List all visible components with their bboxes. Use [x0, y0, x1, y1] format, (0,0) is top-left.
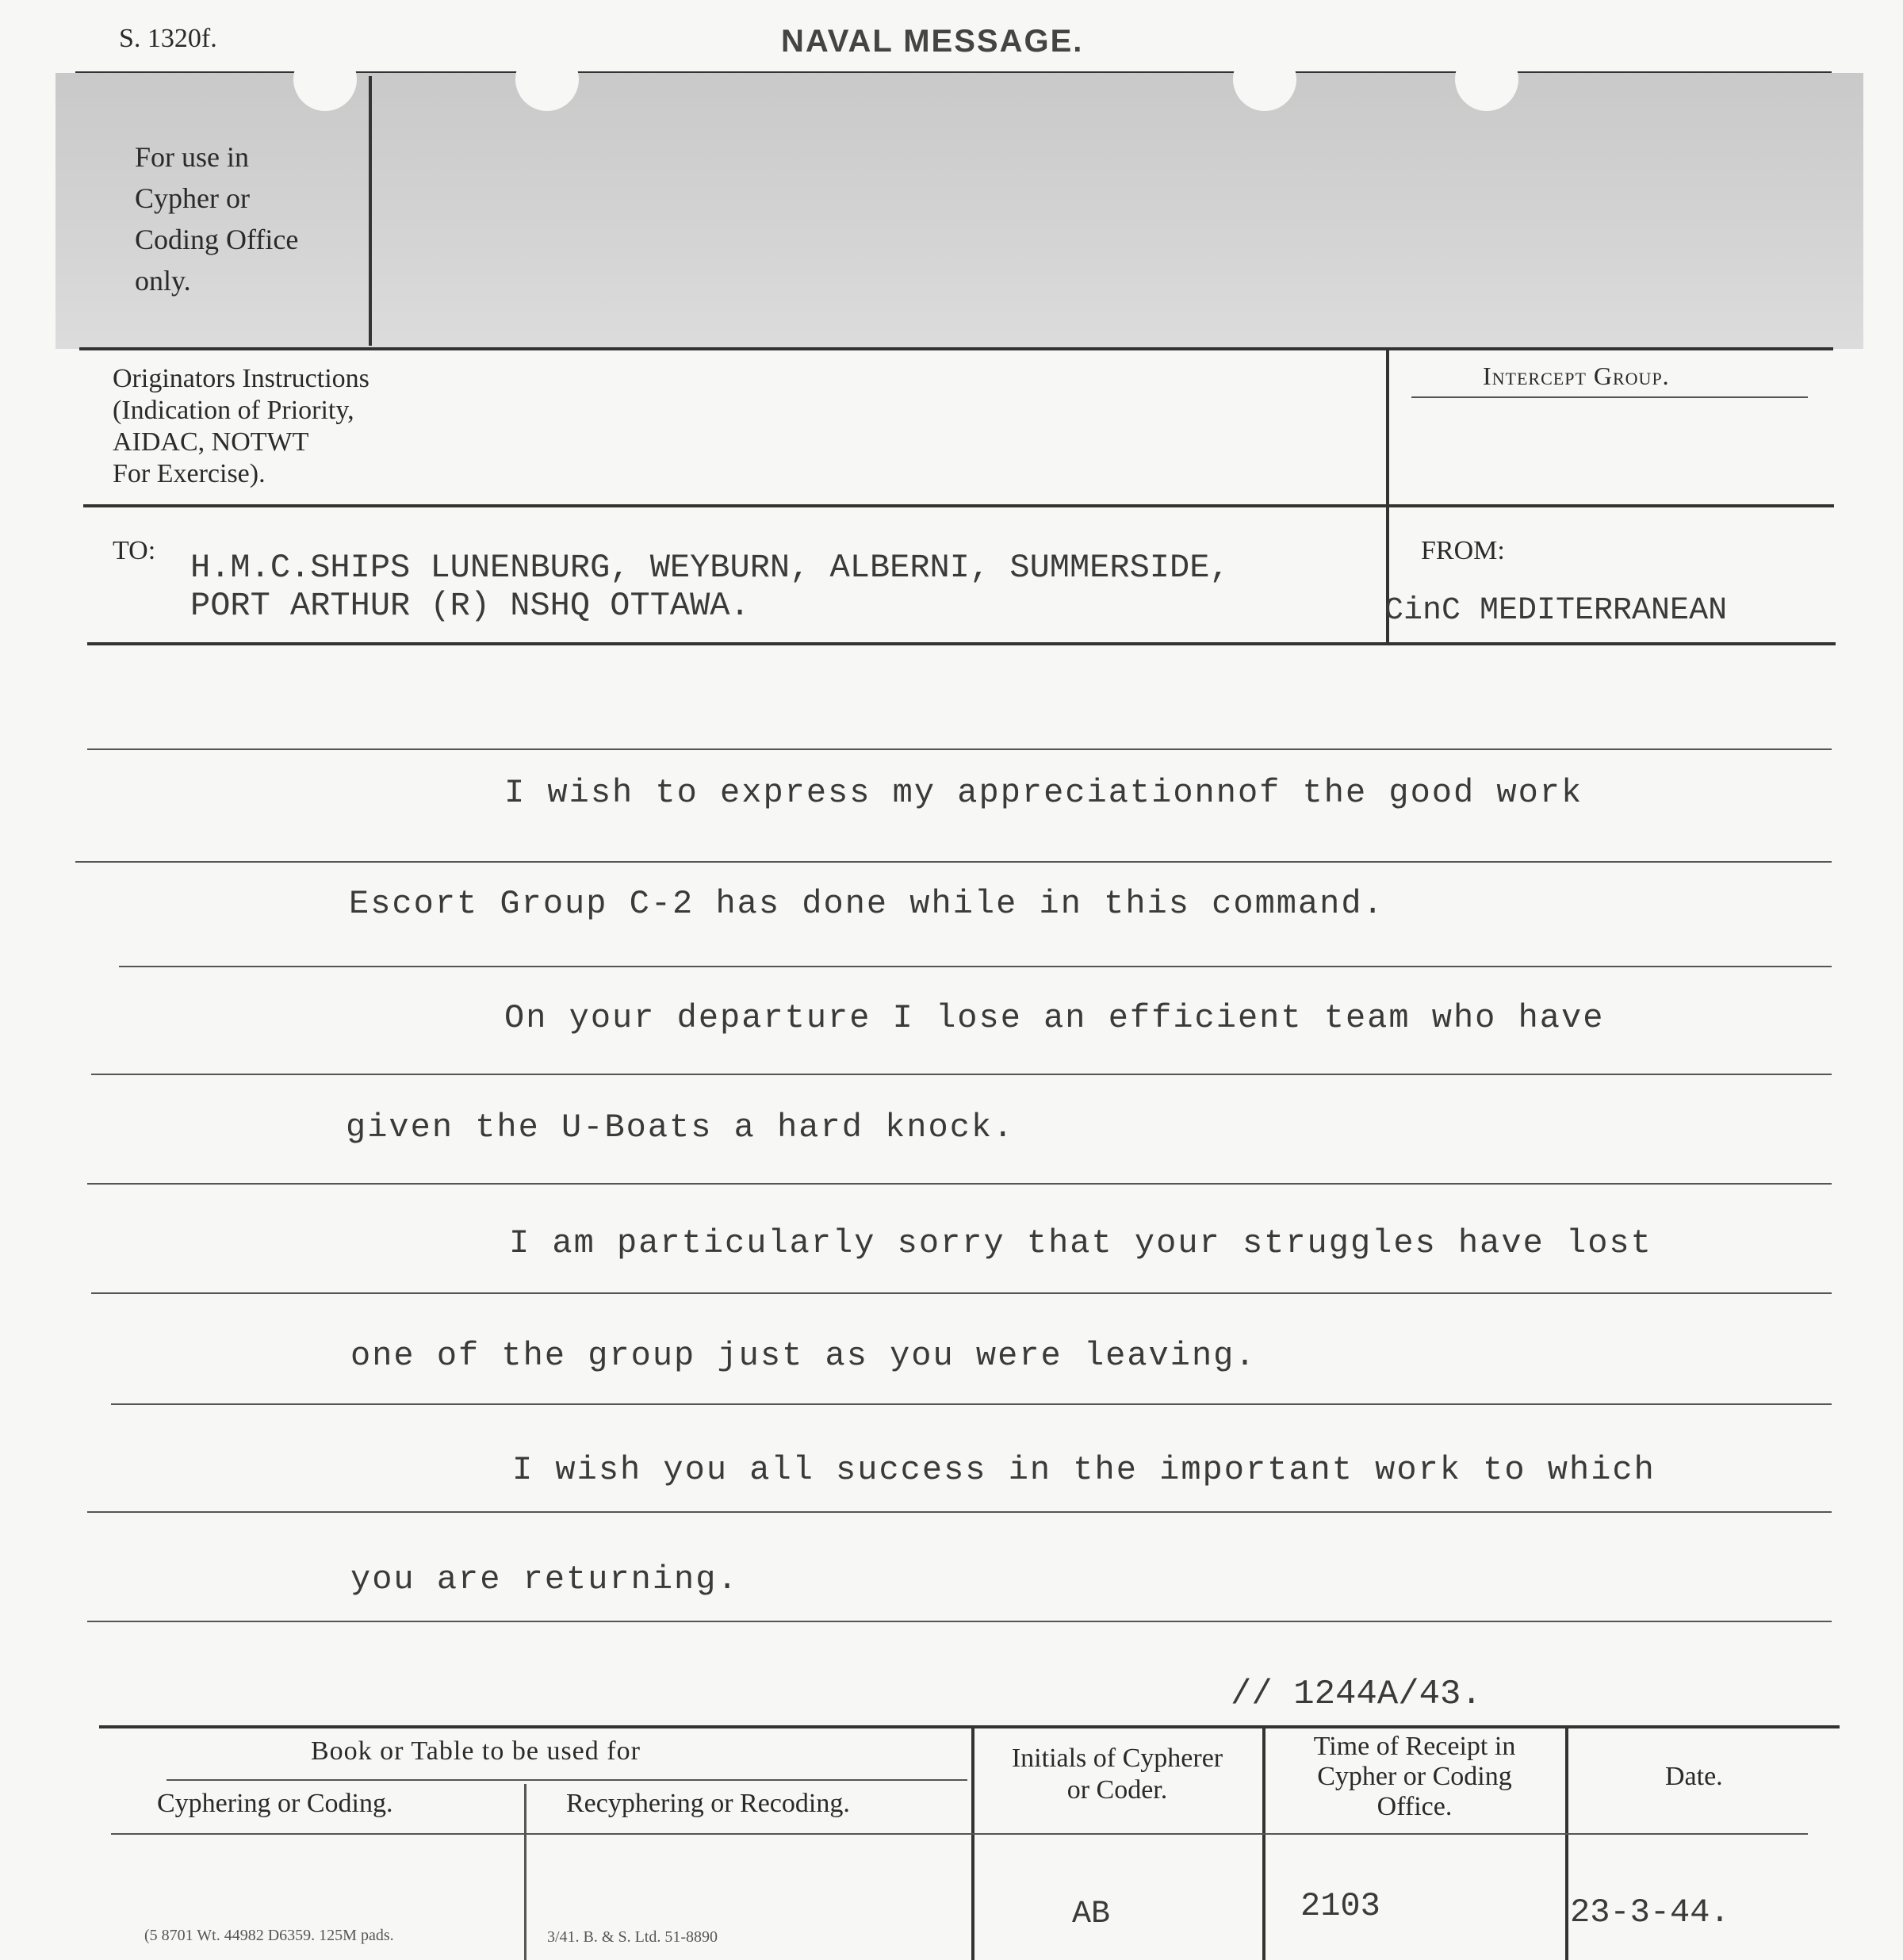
- time-value: 2103: [1300, 1887, 1380, 1925]
- initials-label: Initials of Cypherer or Coder.: [1011, 1744, 1223, 1805]
- recyphering-label: Recyphering or Recoding.: [566, 1789, 850, 1818]
- body-rule: [91, 1074, 1832, 1075]
- cypher-office-block: [56, 73, 1863, 349]
- cyphering-label: Cyphering or Coding.: [157, 1789, 393, 1818]
- time-receipt-label: Time of Receipt in Cypher or Coding Office.: [1313, 1732, 1516, 1821]
- rule-originators-top: [79, 347, 1833, 350]
- book-table-rule: [167, 1779, 967, 1781]
- body-rule: [119, 966, 1832, 967]
- to-line: PORT ARTHUR (R) NSHQ OTTAWA.: [190, 587, 750, 625]
- form-number: S. 1320f.: [119, 24, 217, 53]
- footer-top-rule: [99, 1725, 1840, 1728]
- cypher-office-note: For use in Cypher or Coding Office only.: [135, 141, 299, 297]
- date-value: 23-3-44.: [1570, 1893, 1730, 1931]
- message-line: On your departure I lose an efficient team who have: [504, 999, 1605, 1037]
- book-table-label: Book or Table to be used for: [311, 1736, 641, 1766]
- rule-to-bottom: [87, 642, 1836, 645]
- originators-instructions: Originators Instructions (Indication of Priority, AIDAC, NOTWT For Exercise).: [113, 364, 369, 488]
- punch-hole: [293, 48, 357, 111]
- message-line: I wish you all success in the important work to which: [512, 1451, 1656, 1489]
- footer-mid-rule: [111, 1833, 1808, 1835]
- print-reference-right: 3/41. B. & S. Ltd. 51-8890: [547, 1928, 718, 1946]
- body-rule: [87, 1511, 1832, 1513]
- form-title: NAVAL MESSAGE.: [781, 24, 1084, 59]
- message-line: Escort Group C-2 has done while in this command.: [349, 885, 1384, 923]
- from-value: CinC MEDITERRANEAN: [1384, 593, 1728, 629]
- date-label: Date.: [1665, 1762, 1723, 1791]
- message-line: you are returning.: [350, 1560, 739, 1598]
- footer-divider: [524, 1784, 526, 1960]
- punch-hole: [1455, 48, 1518, 111]
- body-rule: [87, 1183, 1832, 1185]
- message-line: given the U-Boats a hard knock.: [346, 1108, 1015, 1147]
- to-label: TO:: [113, 536, 156, 565]
- message-line: I am particularly sorry that your struggles have lost: [509, 1224, 1652, 1262]
- rule-to-top: [83, 504, 1834, 507]
- initials-value: AB: [1072, 1897, 1111, 1932]
- print-reference-left: (5 8701 Wt. 44982 D6359. 125M pads.: [144, 1927, 394, 1944]
- body-rule: [87, 748, 1832, 750]
- from-label: FROM:: [1421, 536, 1505, 565]
- intercept-group-label: Intercept Group.: [1483, 362, 1670, 390]
- footer-divider: [1565, 1728, 1568, 1960]
- message-line: one of the group just as you were leaving.: [350, 1337, 1257, 1375]
- intercept-underline: [1411, 396, 1808, 398]
- to-recipients: [190, 549, 1230, 625]
- to-line: H.M.C.SHIPS LUNENBURG, WEYBURN, ALBERNI, SUMMERSIDE,: [190, 549, 1230, 587]
- body-rule: [111, 1403, 1832, 1405]
- punch-hole: [1233, 48, 1296, 111]
- cypher-divider: [369, 76, 372, 346]
- body-rule: [87, 1621, 1832, 1622]
- body-rule: [75, 861, 1832, 863]
- punch-hole: [515, 48, 579, 111]
- message-line: I wish to express my appreciationnof the good work: [504, 774, 1583, 812]
- body-rule: [91, 1292, 1832, 1294]
- message-reference: // 1244A/43.: [1231, 1675, 1482, 1714]
